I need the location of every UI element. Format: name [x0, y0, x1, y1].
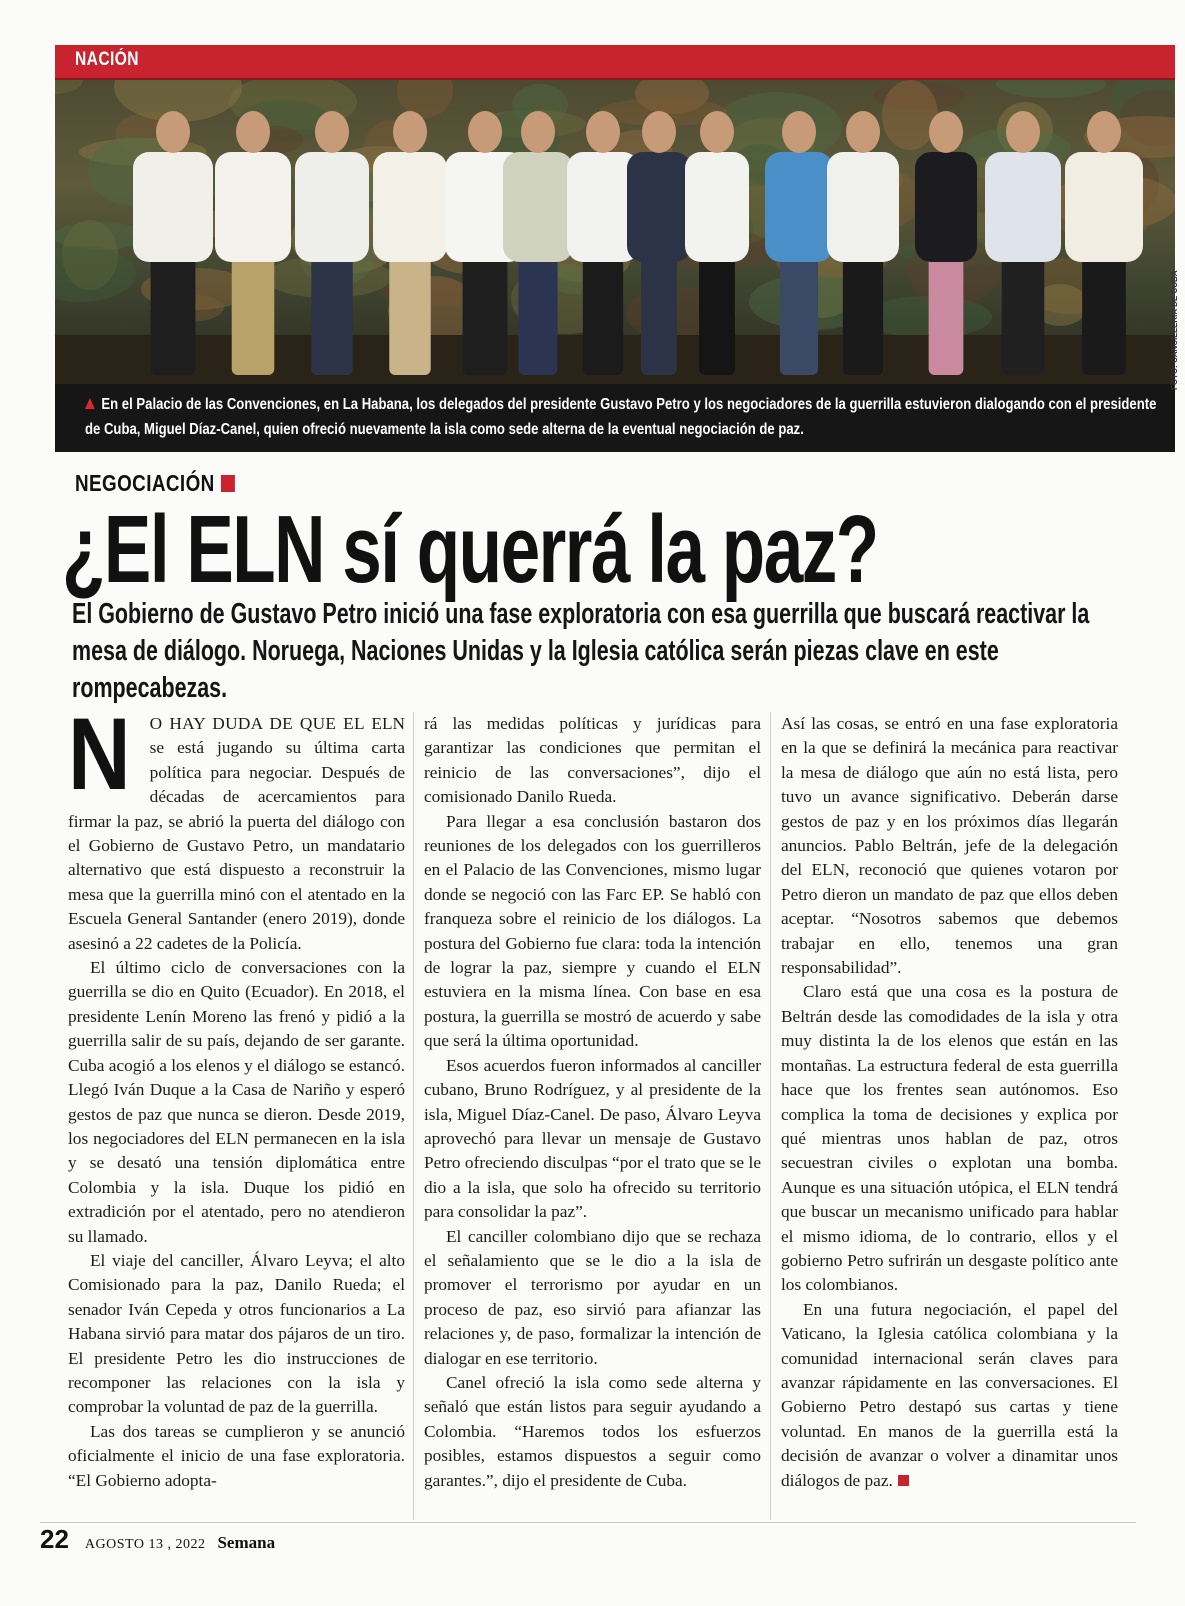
- article-paragraph: El último ciclo de conversaciones con la guerrilla se dio en Quito (Ecuador). En 2018, el presidente Lenín Moreno las frenó y pidió a la guerrilla salir de su país, dejando de ser garante. Cuba acogió a los elenos y el diálogo se estancó. Llegó Iván Duque a la Casa de Nariño y esperó gestos de paz que nunca se dieron. Desde 2019, los negociadores del ELN permanecen en la isla y se desató una tensión diplomática entre Colombia y la isla. Duque los pidió en extradición por el atentado, pero no atendieron su llamado.: [68, 958, 405, 1246]
- mural-texture: [996, 80, 1106, 98]
- mural-texture: [55, 80, 83, 94]
- mural-texture: [55, 246, 136, 302]
- person-shirt: [627, 152, 691, 262]
- article-paragraph: Las dos tareas se cumplieron y se anunció oficialmente el inicio de una fase exploratoria. “El Gobierno adopta-: [68, 1421, 405, 1490]
- article-kicker: [75, 470, 235, 497]
- article-headline: ¿El ELN sí querrá la paz?: [62, 496, 878, 603]
- person-shirt: [215, 152, 291, 262]
- page-number: 22: [40, 1524, 69, 1554]
- person-head: [1087, 111, 1121, 153]
- person-shirt: [685, 152, 749, 262]
- person-legs: [641, 255, 677, 375]
- footer-rule: [40, 1522, 1136, 1523]
- photo-caption-text: En el Palacio de las Convenciones, en La Habana, los delegados del presidente Gustavo Petro y los negociadores de la guerrilla estuvieron dialogando con el presidente de Cuba, Miguel Díaz-Canel, quien ofreció nuevamente la isla como sede alterna de la eventual negociación de paz.: [85, 396, 1157, 438]
- person-shirt: [133, 152, 213, 262]
- person-head: [642, 111, 676, 153]
- person-shirt: [373, 152, 447, 262]
- kicker-square-icon: [221, 475, 235, 492]
- caption-triangle-icon: [85, 398, 95, 409]
- photo-credit: FOTO: CANCILLERÍA DE CUBA: [1170, 270, 1179, 390]
- person-head: [393, 111, 427, 153]
- article-column-2: [424, 712, 761, 1493]
- person-legs: [389, 255, 430, 375]
- person-head: [586, 111, 620, 153]
- person-shirt: [985, 152, 1061, 262]
- article-paragraph: El viaje del canciller, Álvaro Leyva; el alto Comisionado para la paz, Danilo Rueda; el senador Iván Cepeda y otros funcionarios a La Habana sirvió para matar dos pájaros de un tiro. El presidente Petro les dio instrucciones de recomponer las relaciones con la isla y comprobar la voluntad de paz de la guerrilla.: [68, 1250, 405, 1417]
- person-shirt: [765, 152, 833, 262]
- column-divider: [413, 712, 414, 1520]
- article-paragraph: Claro está que una cosa es la postura de Beltrán desde las comodidades de la isla y otra muy distinta la de los elenos que están en las montañas. La estructura federal de esta guerrilla hace que los frentes sean autónomos. Eso complica la toma de decisiones y explica por qué mientras unos hablan de paz, otros secuestran civiles o explotan una bomba. Aunque es una situación utópica, el ELN tendrá que buscar un mecanismo unificado para hablar el mismo idioma, de lo contrario, ellos y el gobierno Petro sufrirán un desgaste político ante los colombianos.: [781, 982, 1118, 1295]
- person-legs: [699, 255, 735, 375]
- person-head: [782, 111, 816, 153]
- person-head: [468, 111, 502, 153]
- person-legs: [311, 255, 352, 375]
- column-divider: [770, 712, 771, 1520]
- article-paragraph: El canciller colombiano dijo que se rechaza el señalamiento que se le dio a la isla de promover el terrorismo por ayudar en un proceso de paz, eso sirvió para afianzar las relaciones y, de paso, formalizar la intención de dialogar en ese territorio.: [424, 1226, 761, 1368]
- group-photo: [55, 80, 1175, 452]
- person-legs: [463, 255, 508, 375]
- person-legs: [843, 255, 883, 375]
- article-subtitle: El Gobierno de Gustavo Petro inició una fase exploratoria con esa guerrilla que buscará reactivar la mesa de diálogo. Noruega, Naciones Unidas y la Iglesia católica serán piezas clave en este rompecabezas.: [72, 598, 1090, 704]
- mural-texture: [882, 80, 938, 150]
- article-paragraph: [781, 1298, 1118, 1493]
- lead-caps: O HAY DUDA DE QUE EL: [149, 714, 365, 733]
- photo-caption-bar: [55, 384, 1175, 452]
- article-paragraph: [68, 697, 405, 956]
- article-paragraph: Esos acuerdos fueron informados al canciller cubano, Bruno Rodríguez, y al presidente de la isla, Miguel Díaz-Canel. De paso, Álvaro Leyva aprovechó para llevar un mensaje de Gustavo Petro ofreciendo disculpas “por el trato que se le dio a la isla, que solo ha ofrecido su territorio para consolidar la paz”.: [424, 1055, 761, 1222]
- article-column-3: [781, 712, 1118, 1493]
- person-legs: [232, 255, 275, 375]
- person-legs: [583, 255, 623, 375]
- person-legs: [929, 255, 964, 375]
- section-label: NACIÓN: [75, 49, 139, 70]
- person-head: [1006, 111, 1040, 153]
- end-mark-icon: [898, 1475, 909, 1486]
- paragraph-text: ELN se está jugando su última carta política para negociar. Después de décadas de acercamientos para firmar la paz, se abrió la puerta del diálogo con el Gobierno de Gustavo Petro, un mandatario alternativo que está dispuesto a reconstruir la mesa que la guerrilla minó con el atentado en la Escuela General Santander (enero 2019), donde asesinó a 22 cadetes de la Policía.: [68, 714, 405, 953]
- section-banner: [55, 45, 1175, 80]
- person-head: [315, 111, 349, 153]
- person-legs: [1082, 255, 1126, 375]
- paragraph-text: En una futura negociación, el papel del Vaticano, la Iglesia católica colombiana y la comunidad internacional serán claves para avanzar rápidamente en las conversaciones. El Gobierno Petro destapó sus cartas y tiene voluntad. En manos de la guerrilla está la decisión de avanzar o volver a dinamitar unos diálogos de paz.: [781, 1299, 1118, 1490]
- magazine-name: Semana: [217, 1533, 276, 1552]
- person-head: [929, 111, 963, 153]
- person-head: [236, 111, 270, 153]
- person-shirt: [915, 152, 977, 262]
- person-head: [156, 111, 190, 153]
- photo-caption: [85, 392, 1167, 442]
- article-paragraph: Canel ofreció la isla como sede alterna y señaló que están listos para seguir ayudando a Colombia. “Haremos todos los esfuerzos posibles, estamos dispuestos a seguir como garantes.”, dijo el presidente de Cuba.: [424, 1372, 761, 1490]
- article-paragraph: Así las cosas, se entró en una fase exploratoria en la que se definirá la mecánica para reactivar la mesa de diálogo que aún no está lista, pero tuvo un avance significativo. Deberán darse gestos de paz y en los próximos días llegarán anuncios. Pablo Beltrán, jefe de la delegación del ELN, reconoció que quienes votaron por Petro dieron un mandato de paz que ellos deben aceptar. “Nosotros sabemos que debemos trabajar en ello, tenemos una gran responsabilidad”.: [781, 714, 1118, 978]
- person-shirt: [827, 152, 899, 262]
- drop-cap: N: [68, 697, 131, 811]
- person-legs: [780, 255, 818, 375]
- issue-date: AGOSTO 13 , 2022: [84, 1537, 206, 1552]
- person-head: [521, 111, 555, 153]
- article-paragraph: rá las medidas políticas y jurídicas para garantizar las condiciones que permitan el reinicio de las conversaciones”, dijo el comisionado Danilo Rueda.: [424, 714, 761, 807]
- person-head: [846, 111, 880, 153]
- kicker-text: NEGOCIACIÓN: [75, 470, 215, 496]
- article-column-1: [68, 697, 405, 1493]
- person-shirt: [503, 152, 573, 262]
- person-legs: [1002, 255, 1045, 375]
- article-paragraph: Para llegar a esa conclusión bastaron dos reuniones de los delegados con los guerrilleros en el Palacio de las Convenciones, mismo lugar donde se negoció con las Farc EP. Se habló con franqueza sobre el reinicio de los diálogos. La postura del Gobierno fue clara: toda la intención de lograr la paz, siempre y cuando el ELN estuviera en la misma línea. Con base en esa postura, la guerrilla se mostró de acuerdo y sabe que será la última oportunidad.: [424, 811, 761, 1051]
- person-legs: [518, 255, 557, 375]
- person-shirt: [1065, 152, 1143, 262]
- person-shirt: [295, 152, 369, 262]
- person-legs: [151, 255, 196, 375]
- page-footer: [40, 1524, 275, 1564]
- person-head: [700, 111, 734, 153]
